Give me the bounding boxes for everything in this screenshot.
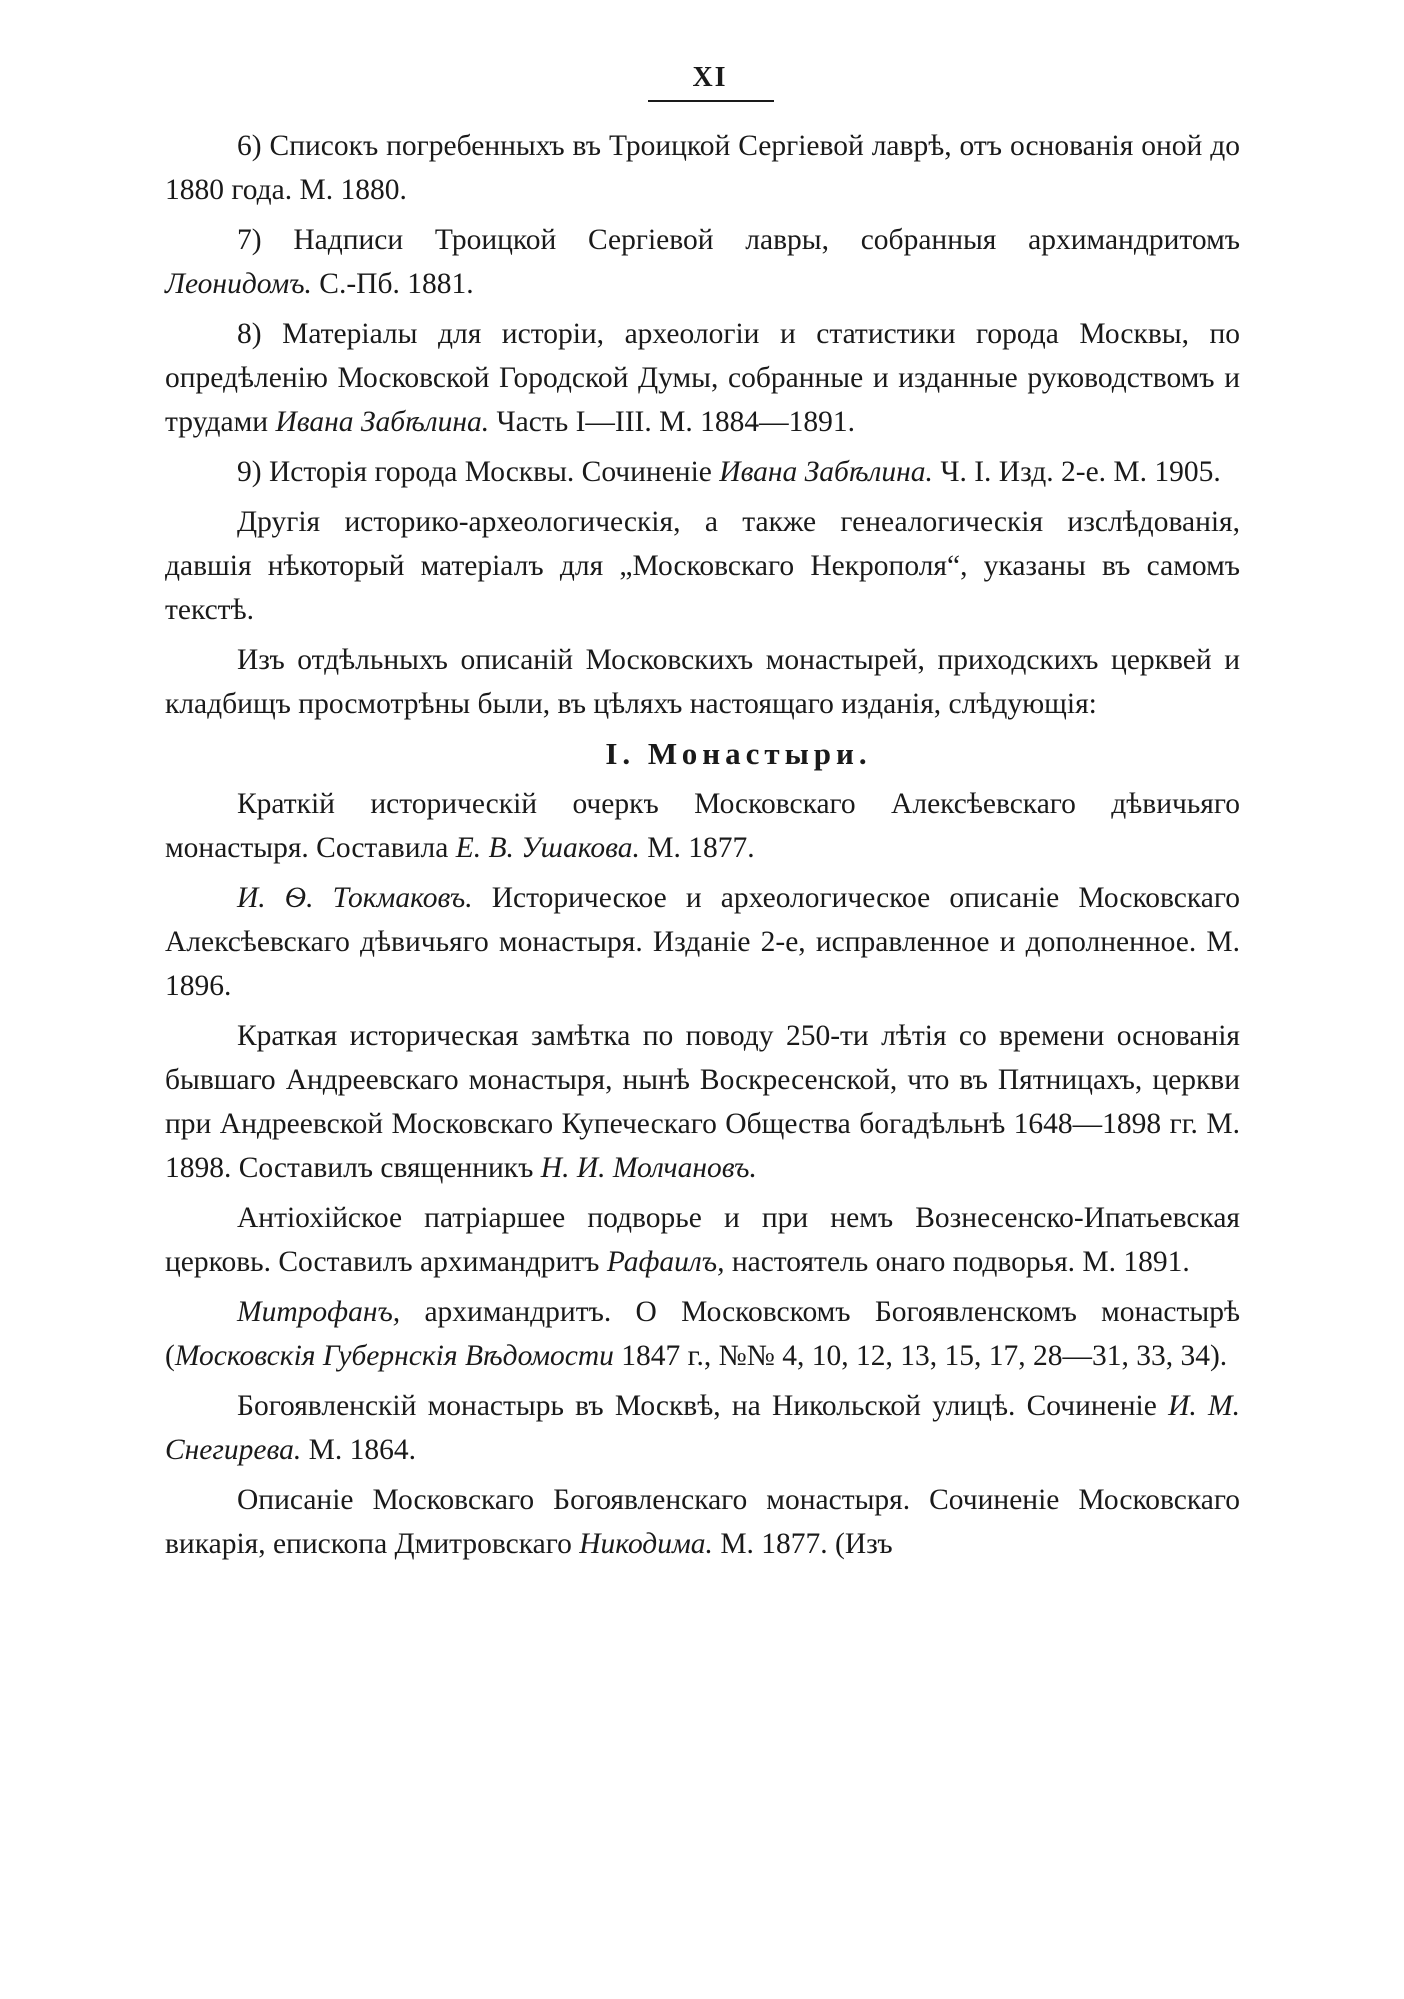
author-name: Леонидомъ. [165,268,312,300]
page-number: XI [692,62,728,93]
source-item-6: 6) Списокъ погребенныхъ въ Троицкой Сергіевой лаврѣ, отъ основанія оной до 1880 года. М. 1880. [165,130,1240,206]
source-item-7: 7) Надписи Троицкой Сергіевой лавры, собранныя архимандритомъ Леонидомъ. С.-Пб. 1881. [165,224,1240,300]
bibliography-entry: Описаніе Московскаго Богоявленскаго монастыря. Сочиненіе Московскаго викарія, епископа Дмитровскаго Никодима. М. 1877. (Изъ [165,1484,1240,1560]
author-name: И. М. Снегирева. [165,1390,1240,1466]
source-item-8: 8) Матеріалы для исторіи, археологіи и статистики города Москвы, по опредѣленію Московской Городской Думы, собранные и изданные руководствомъ и трудами Ивана Забѣлина. Часть I—III. М. 1884—1891. [165,318,1240,438]
author-name: Рафаилъ, [606,1246,725,1278]
bibliography-entry: Митрофанъ, архимандритъ. О Московскомъ Богоявленскомъ монастырѣ (Московскія Губернскія Вѣдомости 1847 г., №№ 4, 10, 12, 13, 15, 17, 28—31, 33, 34). [165,1296,1240,1372]
author-name: Никодима. [579,1528,713,1560]
bibliography-entry: Краткая историческая замѣтка по поводу 250-ти лѣтія со времени основанія бывшаго Андреевскаго монастыря, нынѣ Воскресенской, что въ Пятницахъ, церкви при Андреевской Московскаго Купеческаго Общества богадѣльнѣ 1648—1898 гг. М. 1898. Составилъ священникъ Н. И. Молчановъ. [165,1020,1240,1184]
author-name: Ивана Забѣлина. [719,456,933,488]
author-name: И. Ѳ. Токмаковъ. [237,882,473,914]
page-number-rule [648,100,774,102]
bibliography-entry: Краткій историческій очеркъ Московскаго Алексѣевскаго дѣвичьяго монастыря. Составила Е. В. Ушакова. М. 1877. [165,788,1240,864]
author-name: Е. В. Ушакова. [455,832,640,864]
bibliography-entry: Антіохійское патріаршее подворье и при немъ Вознесенско-Ипатьевская церковь. Составилъ архимандритъ Рафаилъ, настоятель онаго подворья. М. 1891. [165,1202,1240,1278]
author-name: Митрофанъ, [237,1296,401,1328]
author-name: Н. И. Молчановъ. [540,1152,757,1184]
intro-paragraph: Другія историко-археологическія, а также генеалогическія изслѣдованія, давшія нѣкоторый матеріалъ для „Московскаго Некрополя“, указаны въ самомъ текстѣ. [165,506,1240,626]
section-heading: I. Монастыри. [605,736,872,771]
bibliography-entry: И. Ѳ. Токмаковъ. Историческое и археологическое описаніе Московскаго Алексѣевскаго дѣвичьяго монастыря. Изданіе 2-е, исправленное и дополненное. М. 1896. [165,882,1240,1002]
author-name: Ивана Забѣлина. [275,406,490,438]
periodical-title: Московскія Губернскія Вѣдомости [174,1340,614,1372]
bibliography-entry: Богоявленскій монастырь въ Москвѣ, на Никольской улицѣ. Сочиненіе И. М. Снегирева. М. 1864. [165,1390,1240,1466]
intro-paragraph: Изъ отдѣльныхъ описаній Московскихъ монастырей, приходскихъ церквей и кладбищъ просмотрѣны были, въ цѣляхъ настоящаго изданія, слѣдующія: [165,644,1240,720]
source-item-9: 9) Исторія города Москвы. Сочиненіе Ивана Забѣлина. Ч. I. Изд. 2-е. М. 1905. [237,456,1221,488]
body-text [165,124,1240,1572]
